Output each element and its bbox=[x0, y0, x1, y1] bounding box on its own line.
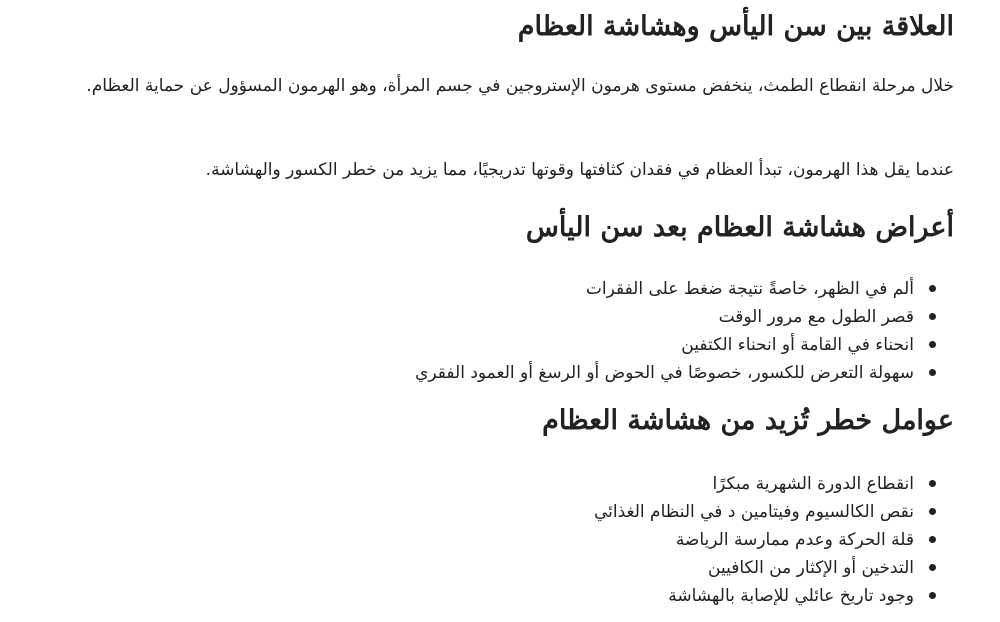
list-item-text: التدخين أو الإكثار من الكافيين bbox=[708, 558, 914, 578]
list-item bbox=[54, 498, 954, 526]
list-item-text: قلة الحركة وعدم ممارسة الرياضة bbox=[675, 530, 914, 550]
symptoms-list bbox=[54, 275, 954, 387]
bullet-icon bbox=[929, 480, 936, 487]
bullet-icon bbox=[929, 592, 936, 599]
bullet-icon bbox=[929, 564, 936, 571]
section-heading-risk-factors: عوامل خطر تُزيد من هشاشة العظام bbox=[542, 405, 954, 436]
list-item-text: قصر الطول مع مرور الوقت bbox=[718, 307, 914, 327]
list-item bbox=[54, 359, 954, 387]
list-item-text: انقطاع الدورة الشهرية مبكرًا bbox=[712, 474, 914, 494]
bullet-icon bbox=[929, 508, 936, 515]
intro-paragraph-bone-loss: عندما يقل هذا الهرمون، تبدأ العظام في فقدان كثافتها وقوتها تدريجيًا، مما يزيد من خطر الكسور والهشاشة. bbox=[205, 160, 954, 180]
list-item bbox=[54, 331, 954, 359]
bullet-icon bbox=[929, 285, 936, 292]
intro-paragraph-estrogen: خلال مرحلة انقطاع الطمث، ينخفض مستوى هرمون الإستروجين في جسم المرأة، وهو الهرمون المسؤول عن حماية العظام. bbox=[86, 76, 954, 96]
list-item bbox=[54, 582, 954, 610]
bullet-icon bbox=[929, 536, 936, 543]
bullet-icon bbox=[929, 341, 936, 348]
list-item bbox=[54, 470, 954, 498]
list-item bbox=[54, 554, 954, 582]
bullet-icon bbox=[929, 369, 936, 376]
list-item-text: سهولة التعرض للكسور، خصوصًا في الحوض أو الرسغ أو العمود الفقري bbox=[415, 363, 914, 383]
risk-factors-list bbox=[54, 470, 954, 610]
list-item-text: نقص الكالسيوم وفيتامين د في النظام الغذائي bbox=[594, 502, 914, 522]
bullet-icon bbox=[929, 313, 936, 320]
list-item-text: ألم في الظهر، خاصةً نتيجة ضغط على الفقرات bbox=[585, 279, 914, 299]
list-item bbox=[54, 526, 954, 554]
section-heading-relationship: العلاقة بين سن اليأس وهشاشة العظام bbox=[517, 11, 954, 42]
list-item bbox=[54, 303, 954, 331]
list-item bbox=[54, 275, 954, 303]
list-item-text: وجود تاريخ عائلي للإصابة بالهشاشة bbox=[668, 586, 914, 606]
list-item-text: انحناء في القامة أو انحناء الكتفين bbox=[681, 335, 914, 355]
section-heading-symptoms: أعراض هشاشة العظام بعد سن اليأس bbox=[525, 212, 954, 243]
